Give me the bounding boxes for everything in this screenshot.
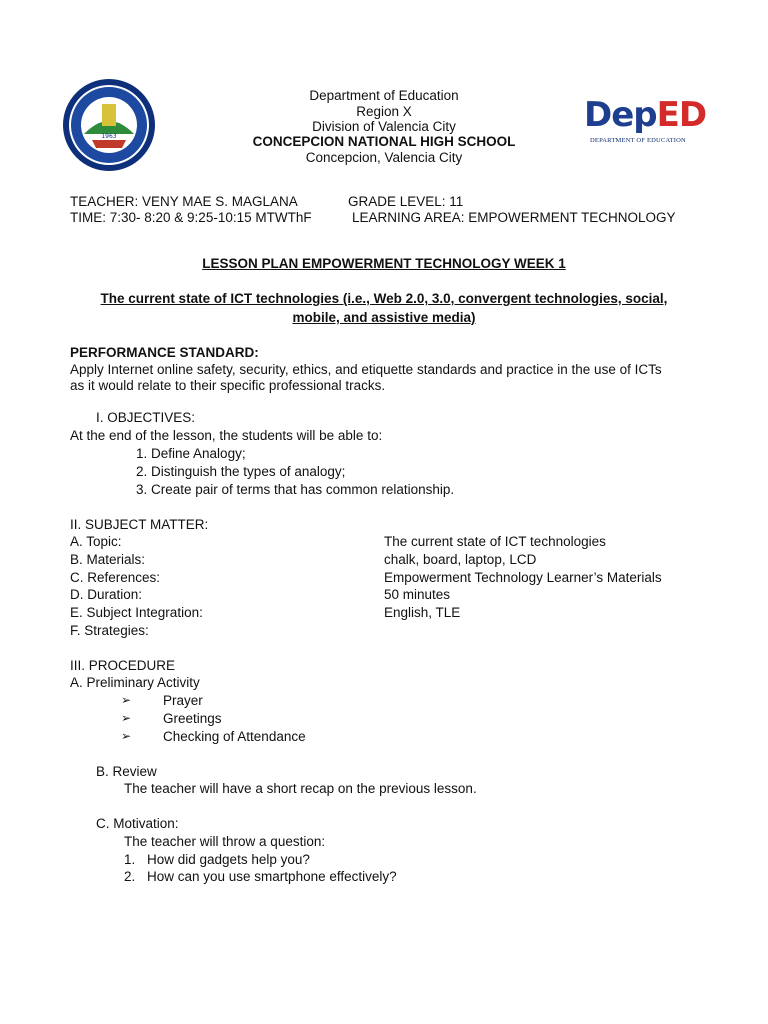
learning-area: LEARNING AREA: EMPOWERMENT TECHNOLOGY [352, 210, 676, 225]
subject-row-value: 50 minutes [384, 587, 451, 602]
header-address: Concepcion, Valencia City [305, 150, 463, 165]
arrow-bullet-icon: ➢ [121, 729, 132, 743]
header-region: Region X [356, 104, 412, 119]
performance-standard-line1: Apply Internet online safety, security, ethics, and etiquette standards and practice in the use of ICTs [70, 362, 662, 377]
subject-row-label: C. References: [70, 570, 161, 585]
motivation-question-number: 2. [124, 869, 136, 884]
deped-logo-subtext: DEPARTMENT OF EDUCATION [590, 137, 686, 144]
arrow-bullet-icon: ➢ [121, 693, 132, 707]
objective-item: 3. Create pair of terms that has common relationship. [136, 482, 455, 497]
subject-row-label: B. Materials: [70, 552, 146, 567]
subject-row-label: F. Strategies: [70, 623, 149, 638]
lesson-subtitle-line2: mobile, and assistive media) [292, 310, 476, 325]
motivation-question-number: 1. [124, 852, 136, 867]
objective-item: 1. Define Analogy; [136, 446, 246, 461]
performance-standard-line2: as it would relate to their specific professional tracks. [70, 378, 386, 393]
subject-matter-heading: II. SUBJECT MATTER: [70, 517, 209, 532]
preliminary-item: Checking of Attendance [163, 729, 306, 744]
motivation-question: How can you use smartphone effectively? [147, 869, 397, 884]
deped-logo [584, 93, 708, 149]
header-school-name: CONCEPCION NATIONAL HIGH SCHOOL [252, 134, 516, 149]
header-department: Department of Education [309, 88, 459, 103]
lesson-subtitle-line1: The current state of ICT technologies (i.e., Web 2.0, 3.0, convergent technologies, social, [100, 291, 668, 306]
subject-row-value: English, TLE [384, 605, 461, 620]
objectives-heading: I. OBJECTIVES: [96, 410, 196, 425]
motivation-text: The teacher will throw a question: [124, 834, 326, 849]
header-division: Division of Valencia City [312, 119, 456, 134]
procedure-heading: III. PROCEDURE [70, 658, 176, 673]
preliminary-item: Greetings [163, 711, 222, 726]
objectives-intro: At the end of the lesson, the students will be able to: [70, 428, 383, 443]
teacher-name: TEACHER: VENY MAE S. MAGLANA [70, 194, 298, 209]
performance-standard-heading: PERFORMANCE STANDARD: [70, 345, 259, 360]
deped-logo-wordmark: DepED [584, 95, 707, 135]
review-text: The teacher will have a short recap on the previous lesson. [124, 781, 477, 796]
subject-row-label: D. Duration: [70, 587, 143, 602]
class-time: TIME: 7:30- 8:20 & 9:25-10:15 MTWThF [70, 210, 312, 225]
motivation-heading: C. Motivation: [96, 816, 179, 831]
subject-row-value: chalk, board, laptop, LCD [384, 552, 537, 567]
lesson-plan-title: LESSON PLAN EMPOWERMENT TECHNOLOGY WEEK 1 [202, 256, 566, 271]
grade-level: GRADE LEVEL: 11 [348, 194, 464, 209]
school-seal-logo [62, 78, 156, 172]
subject-row-label: A. Topic: [70, 534, 122, 549]
arrow-bullet-icon: ➢ [121, 711, 132, 725]
objective-item: 2. Distinguish the types of analogy; [136, 464, 346, 479]
svg-text:1963: 1963 [101, 133, 117, 140]
subject-row-label: E. Subject Integration: [70, 605, 203, 620]
review-heading: B. Review [96, 764, 157, 779]
subject-row-value: Empowerment Technology Learner’s Materials [384, 570, 662, 585]
preliminary-item: Prayer [163, 693, 203, 708]
preliminary-activity-heading: A. Preliminary Activity [70, 675, 200, 690]
motivation-question: How did gadgets help you? [147, 852, 310, 867]
subject-row-value: The current state of ICT technologies [384, 534, 606, 549]
